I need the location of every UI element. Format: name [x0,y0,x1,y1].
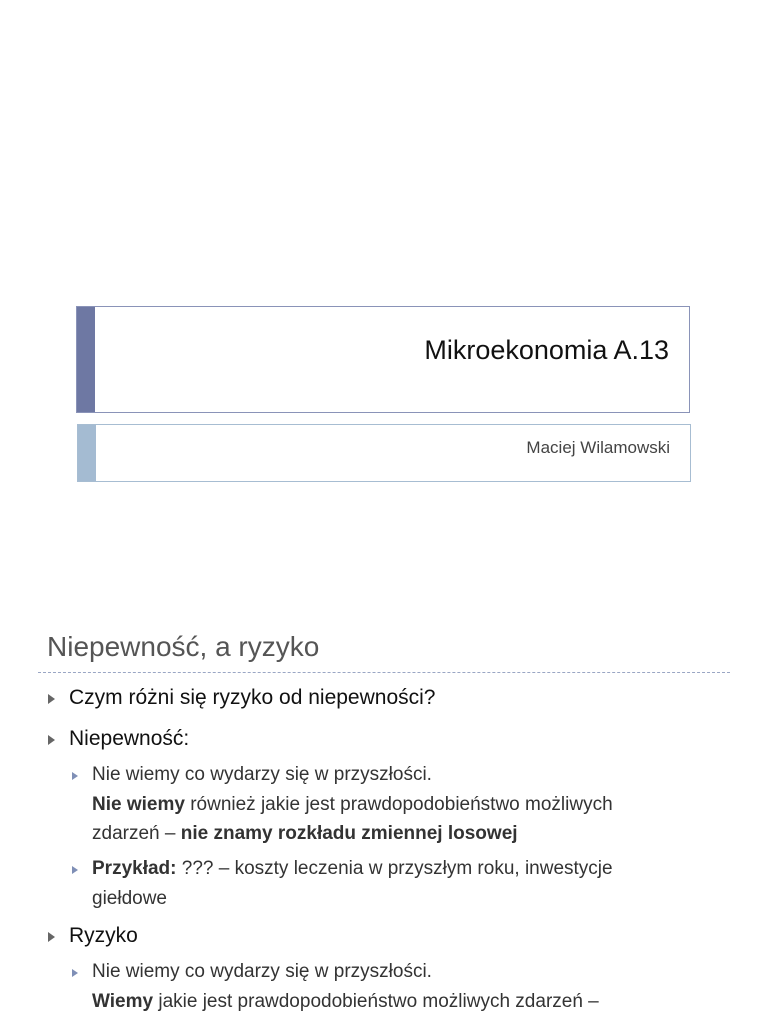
bold-phrase: Nie wiemy [92,794,185,815]
presentation-title: Mikroekonomia A.13 [424,335,669,365]
sub-bullet-arrow-icon [72,969,78,977]
bullet-arrow-icon [48,694,55,704]
sub-bullet-text [92,991,599,1013]
sub-bullet-text: Nie wiemy co wydarzy się w przyszłości. [92,961,432,982]
bullet-uncertainty: Niepewność: [69,727,190,750]
slide-title: Niepewność, a ryzyko [47,631,320,662]
title-box [76,306,690,413]
sub-bullet-text [92,858,613,880]
sub-bullet-text [92,794,613,816]
sub-bullet-arrow-icon [72,866,78,874]
text-run: zdarzeń – [92,823,181,844]
sub-bullet-text [92,823,518,845]
bullet-question: Czym różni się ryzyko od niepewności? [69,686,436,709]
bullet-arrow-icon [48,932,55,942]
bullet-risk: Ryzyko [69,924,138,947]
sub-bullet-text: Nie wiemy co wydarzy się w przyszłości. [92,764,432,785]
presentation-author: Maciej Wilamowski [526,438,670,457]
title-divider [38,672,730,673]
subtitle-box [77,424,691,482]
bold-phrase: nie znamy rozkładu zmiennej losowej [180,823,518,844]
text-run: ??? – koszty leczenia w przyszłym roku, inwestycje [176,858,613,879]
sub-bullet-text: giełdowe [92,888,167,909]
bold-phrase: Wiemy [92,991,154,1012]
text-run: również jakie jest prawdopodobieństwo możliwych [184,794,613,815]
text-run: jakie jest prawdopodobieństwo możliwych zdarzeń – [153,991,599,1012]
bullet-arrow-icon [48,735,55,745]
title-accent-bar [77,307,95,412]
subtitle-accent-bar [78,425,96,481]
sub-bullet-arrow-icon [72,772,78,780]
bold-phrase: Przykład: [92,858,177,879]
